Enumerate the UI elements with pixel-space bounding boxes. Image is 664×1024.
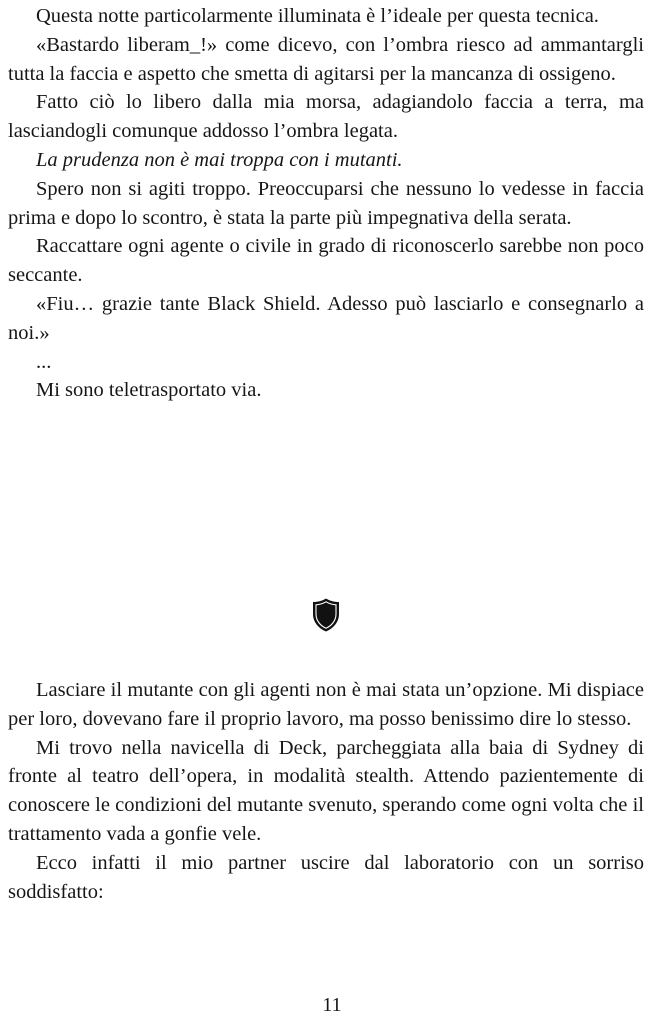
- paragraph-ellipsis: ...: [36, 350, 52, 373]
- paragraph: Lasciare il mutante con gli agenti non è mai stata un’opzione. Mi dispiace per loro, dovevano fare il proprio lavoro, ma posso benissimo dire lo stesso.: [8, 679, 644, 730]
- paragraph: Mi trovo nella navicella di Deck, parcheggiata alla baia di Sydney di fronte al teatro dell’opera, in modalità stealth. Attendo pazientemente di conoscere le condizioni del mutante svenuto, sperando come ogni volta che il trattamento vada a gonfie vele.: [8, 736, 644, 845]
- paragraph-italic-thought: La prudenza non è mai troppa con i mutanti.: [36, 148, 403, 171]
- text-block-bottom: [8, 676, 644, 906]
- paragraph: Raccattare ogni agente o civile in grado di riconoscerlo sarebbe non poco seccante.: [8, 235, 644, 287]
- paragraph: Questa notte particolarmente illuminata è l’ideale per questa tecnica.: [36, 5, 599, 27]
- shield-icon: [311, 597, 341, 633]
- paragraph: Spero non si agiti troppo. Preoccuparsi che nessuno lo vedesse in faccia prima e dopo lo scontro, è stata la parte più impegnativa della serata.: [8, 177, 644, 229]
- paragraph-dialogue: «Fiu… grazie tante Black Shield. Adesso può lasciarlo e consegnarlo a noi.»: [8, 292, 644, 344]
- paragraph: Mi sono teletrasportato via.: [36, 379, 262, 402]
- text-block-top: [8, 2, 644, 405]
- paragraph: Ecco infatti il mio partner uscire dal laboratorio con un sorriso soddisfatto:: [8, 851, 644, 903]
- paragraph: «Bastardo liberam_!» come dicevo, con l’ombra riesco ad ammantargli tutta la faccia e aspetto che smetta di agitarsi per la mancanza di ossigeno.: [8, 33, 644, 85]
- page-number: 11: [322, 994, 342, 1016]
- paragraph: Fatto ciò lo libero dalla mia morsa, adagiandolo faccia a terra, ma lasciandogli comunque addosso l’ombra legata.: [8, 91, 644, 143]
